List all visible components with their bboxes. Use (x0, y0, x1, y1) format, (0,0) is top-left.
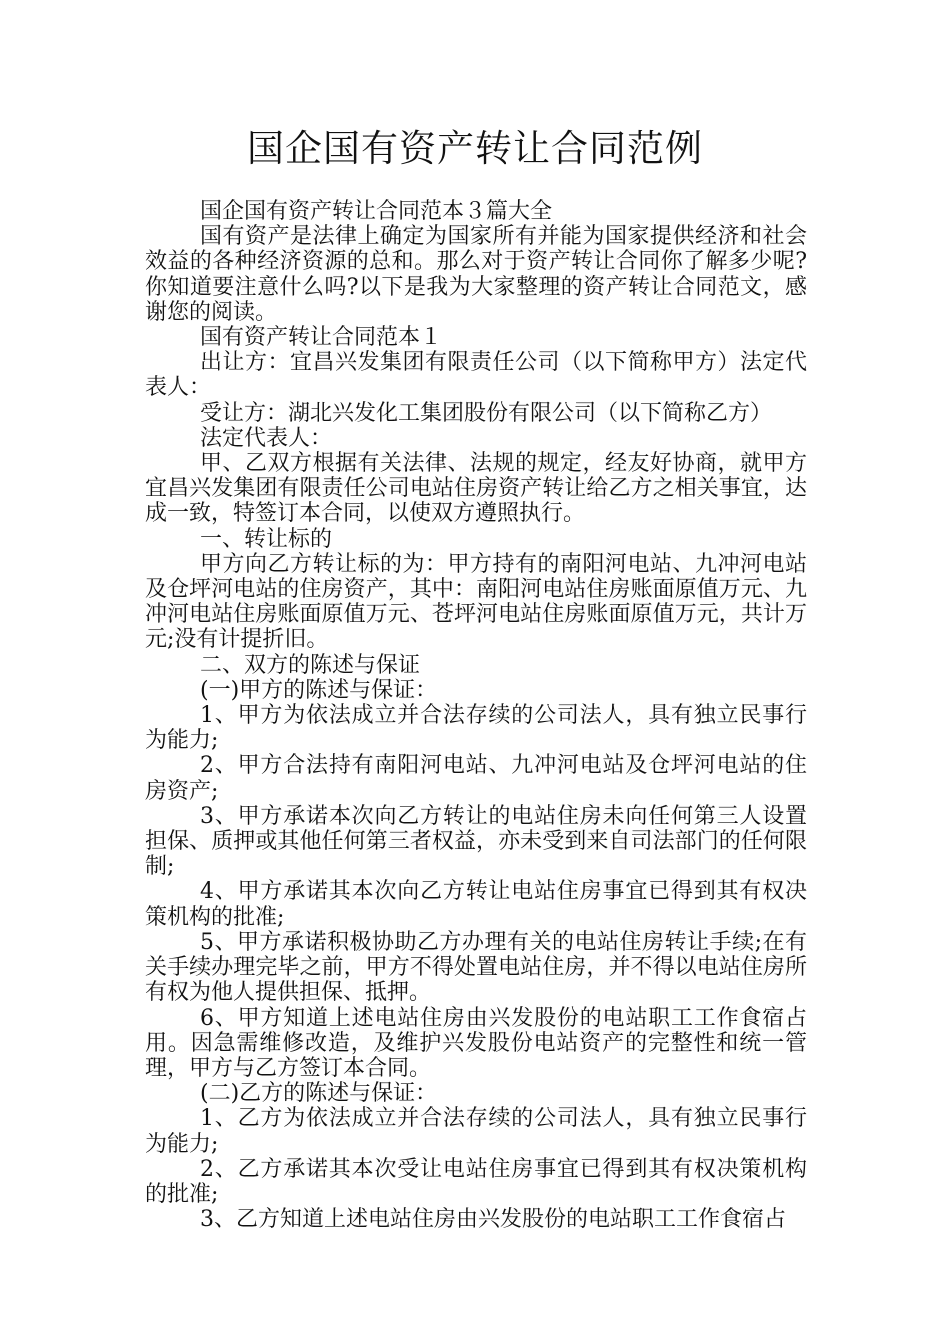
subsection-heading-party-b: (二)乙方的陈述与保证： (200, 1081, 438, 1107)
paragraph-subtitle: 国企国有资产转让合同范本３篇大全 (200, 199, 553, 224)
document-body (145, 199, 807, 1232)
clause-b-2: 2、乙方承诺其本次受让电站住房事宜已得到其有权决策机构的批准; (145, 1156, 807, 1207)
clause-a-3: 3、甲方承诺本次向乙方转让的电站住房未向任何第三人设置担保、质押或其他任何第三者权益，亦未受到来自司法部门的任何限制; (145, 803, 807, 880)
paragraph-transferee: 受让方：湖北兴发化工集团股份有限公司（以下简称乙方） (200, 400, 773, 426)
paragraph-sample-heading: 国有资产转让合同范本１ (200, 325, 443, 351)
paragraph-legal-representative: 法定代表人： (200, 425, 333, 451)
subsection-heading-party-a: (一)甲方的陈述与保证： (200, 677, 438, 703)
paragraph-subject: 甲方向乙方转让标的为：甲方持有的南阳河电站、九冲河电站及仓坪河电站的住房资产，其中：南阳河电站住房账面原值万元、九冲河电站住房账面原值万元、苍坪河电站住房账面原值万元，共计万元;没有计提折旧。 (145, 551, 807, 653)
clause-a-4: 4、甲方承诺其本次向乙方转让电站住房事宜已得到其有权决策机构的批准; (145, 879, 807, 930)
paragraph-preamble: 甲、乙双方根据有关法律、法规的规定，经友好协商，就甲方宜昌兴发集团有限责任公司电站住房资产转让给乙方之相关事宜，达成一致，特签订本合同，以使双方遵照执行。 (145, 451, 807, 527)
clause-a-5: 5、甲方承诺积极协助乙方办理有关的电站住房转让手续;在有关手续办理完毕之前，甲方不得处置电站住房，并不得以电站住房所有权为他人提供担保、抵押。 (145, 929, 807, 1006)
section-heading-subject: 一、转让标的 (200, 526, 333, 552)
section-heading-representations: 二、双方的陈述与保证 (200, 652, 421, 678)
clause-a-6: 6、甲方知道上述电站住房由兴发股份的电站职工工作食宿占用。因急需维修改造，及维护兴发股份电站资产的完整性和统一管理，甲方与乙方签订本合同。 (145, 1005, 807, 1081)
clause-a-1: 1、甲方为依法成立并合法存续的公司法人，具有独立民事行为能力; (145, 703, 807, 754)
clause-a-2: 2、甲方合法持有南阳河电站、九冲河电站及仓坪河电站的住房资产; (145, 753, 807, 804)
clause-b-1: 1、乙方为依法成立并合法存续的公司法人，具有独立民事行为能力; (145, 1106, 807, 1157)
paragraph-intro: 国有资产是法律上确定为国家所有并能为国家提供经济和社会效益的各种经济资源的总和。那么对于资产转让合同你了解多少呢?你知道要注意什么吗?以下是我为大家整理的资产转让合同范文，感谢您的阅读。 (145, 224, 807, 325)
paragraph-transferor: 出让方：宜昌兴发集团有限责任公司（以下简称甲方）法定代表人： (145, 350, 807, 401)
clause-b-3: 3、乙方知道上述电站住房由兴发股份的电站职工工作食宿占 (200, 1207, 786, 1233)
document-title: 国企国有资产转让合同范例 (247, 127, 703, 170)
